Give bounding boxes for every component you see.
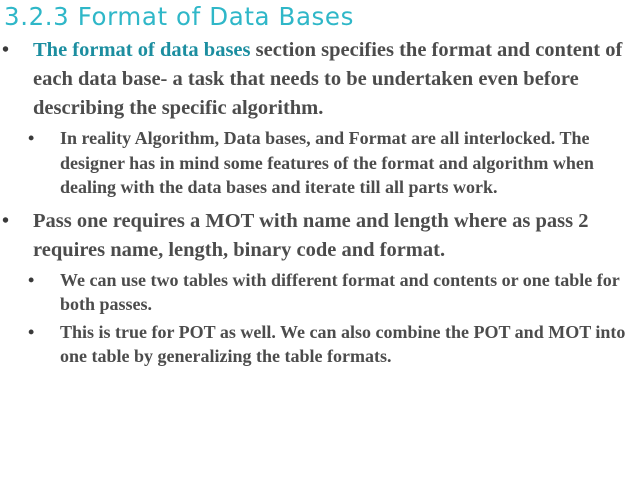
bullet-item-pass-one xyxy=(0,207,638,265)
bullet-marker: • xyxy=(28,269,35,290)
bullet-text: In reality Algorithm, Data bases, and Format are all interlocked. The designer has in mind some features of the format and algorithm when dealing with the data bases and iterate till all parts work. xyxy=(60,128,594,197)
bullet-text: Pass one requires a MOT with name and length where as pass 2 requires name, length, binary code and format. xyxy=(33,209,589,261)
bullet-text: section specifies the format and content of each data base- a task that needs to be undertaken even before describing the specific algorithm. xyxy=(33,39,623,119)
slide-title: 3.2.3 Format of Data Bases xyxy=(4,2,354,31)
bullet-list xyxy=(0,36,638,369)
bullet-marker: • xyxy=(28,128,35,148)
bullet-marker: • xyxy=(28,321,35,342)
bullet-marker: • xyxy=(2,39,10,61)
bullet-text: We can use two tables with different format and contents or one table for both passes. xyxy=(60,269,620,314)
highlighted-phrase: The format of data bases xyxy=(33,39,251,61)
bullet-marker: • xyxy=(2,209,10,232)
bullet-item-two-tables xyxy=(0,268,638,317)
bullet-item-pot-and-mot xyxy=(0,320,638,369)
bullet-text: This is true for POT as well. We can also combine the POT and MOT into one table by generalizing the table formats. xyxy=(60,321,626,366)
bullet-item-format-of-data-bases xyxy=(0,36,638,123)
bullet-item-interlocked xyxy=(0,126,638,200)
